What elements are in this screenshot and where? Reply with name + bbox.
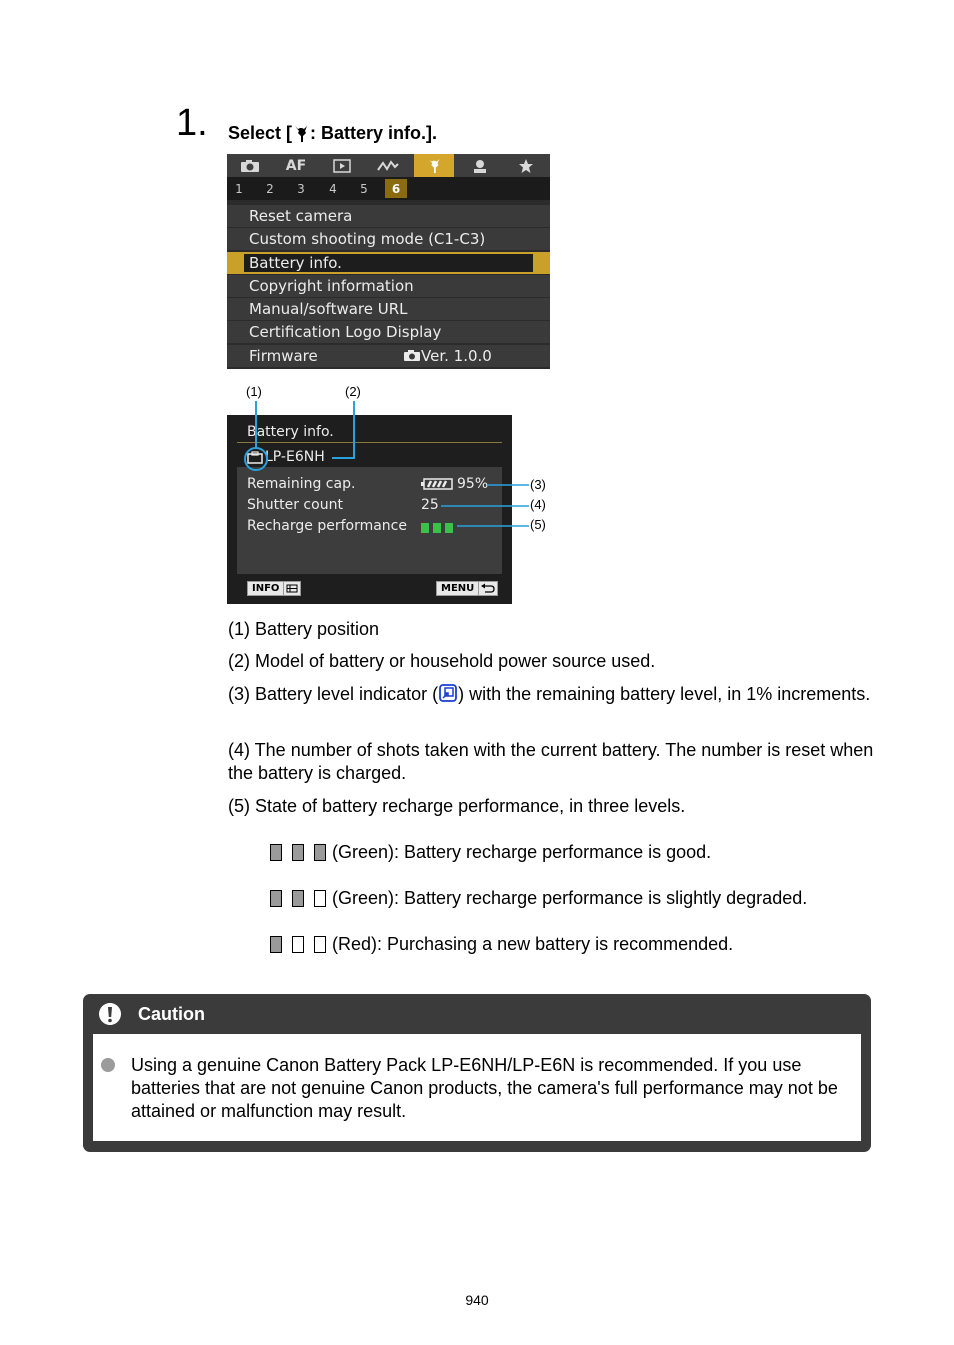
callout-2: (2): [345, 384, 361, 399]
caution-box: [83, 994, 871, 1152]
level-box-filled: [270, 936, 282, 953]
description-3: (3) Battery level indicator ( ) with the remaining battery level, in 1% increments.: [228, 684, 871, 704]
firmware-version: Ver. 1.0.0: [403, 345, 492, 367]
menu-item-certification-logo: Certification Logo Display: [227, 321, 550, 343]
caution-text: Using a genuine Canon Battery Pack LP-E6NH/LP-E6N is recommended. If you use batteries that are not genuine Canon products, the camera's full performance may not be attained or malfunction may result.: [131, 1055, 838, 1121]
shutter-count-value: 25: [421, 497, 439, 513]
menu-item-custom-shooting-mode: Custom shooting mode (C1-C3): [227, 228, 550, 250]
battery-level-link-icon[interactable]: [438, 683, 458, 703]
caution-body: [93, 1034, 861, 1141]
menu-item-reset-camera: Reset camera: [227, 205, 550, 227]
callout-4: (4): [530, 497, 546, 512]
menu-item-battery-info: Battery info.: [227, 252, 550, 274]
menu-item-firmware: Firmware Ver. 1.0.0: [227, 345, 550, 367]
tab-af: AF: [285, 157, 307, 174]
menu-item-copyright-information: Copyright information: [227, 275, 550, 297]
level-box-empty: [314, 936, 326, 953]
level-box-empty: [314, 890, 326, 907]
description-1: (1) Battery position: [228, 619, 380, 639]
level-row-replace: (Red): Purchasing a new battery is recommended.: [270, 934, 733, 955]
page-number: 940: [465, 1292, 489, 1308]
level-row-degraded: (Green): Battery recharge performance is slightly degraded.: [270, 888, 807, 909]
menu-item-manual-software-url: Manual/software URL: [227, 298, 550, 320]
level-box-filled: [270, 890, 282, 907]
bullet-icon: [101, 1058, 115, 1072]
caution-title: Caution: [138, 1003, 205, 1024]
callout-3: (3): [530, 477, 546, 492]
subtab-1: 1: [235, 181, 243, 196]
level-box-empty: [292, 936, 304, 953]
menu-key: MENU: [436, 581, 479, 596]
description-5: (5) State of battery recharge performance, in three levels.: [228, 796, 686, 816]
callout-1: (1): [246, 384, 262, 399]
level-box-filled: [292, 890, 304, 907]
level-row-good: (Green): Battery recharge performance is good.: [270, 842, 711, 863]
step-title-suffix: : Battery info.].: [310, 123, 438, 143]
warning-icon: [98, 1002, 122, 1026]
battery-model: LP-E6NH: [265, 449, 325, 465]
subtab-5: 5: [360, 181, 368, 196]
description-2: (2) Model of battery or household power source used.: [228, 651, 656, 671]
step-number: 1.: [176, 102, 208, 144]
subtab-3: 3: [297, 181, 305, 196]
recharge-performance-label: Recharge performance: [247, 518, 407, 534]
subtab-4: 4: [329, 181, 337, 196]
remaining-cap-label: Remaining cap.: [247, 476, 356, 492]
level-box-filled: [314, 844, 326, 861]
step-title-prefix: Select [: [228, 123, 293, 143]
callout-5: (5): [530, 517, 546, 532]
level-box-filled: [292, 844, 304, 861]
subtab-2: 2: [266, 181, 274, 196]
remaining-cap-value: 95%: [421, 476, 488, 492]
caution-header: [83, 994, 871, 1034]
subtab-6: 6: [385, 179, 407, 198]
level-box-filled: [270, 844, 282, 861]
battery-screen-title: Battery info.: [247, 424, 334, 440]
info-key: INFO: [247, 581, 284, 596]
shutter-count-label: Shutter count: [247, 497, 343, 513]
description-4: (4) The number of shots taken with the current battery. The number is reset when the battery is charged.: [228, 740, 874, 783]
